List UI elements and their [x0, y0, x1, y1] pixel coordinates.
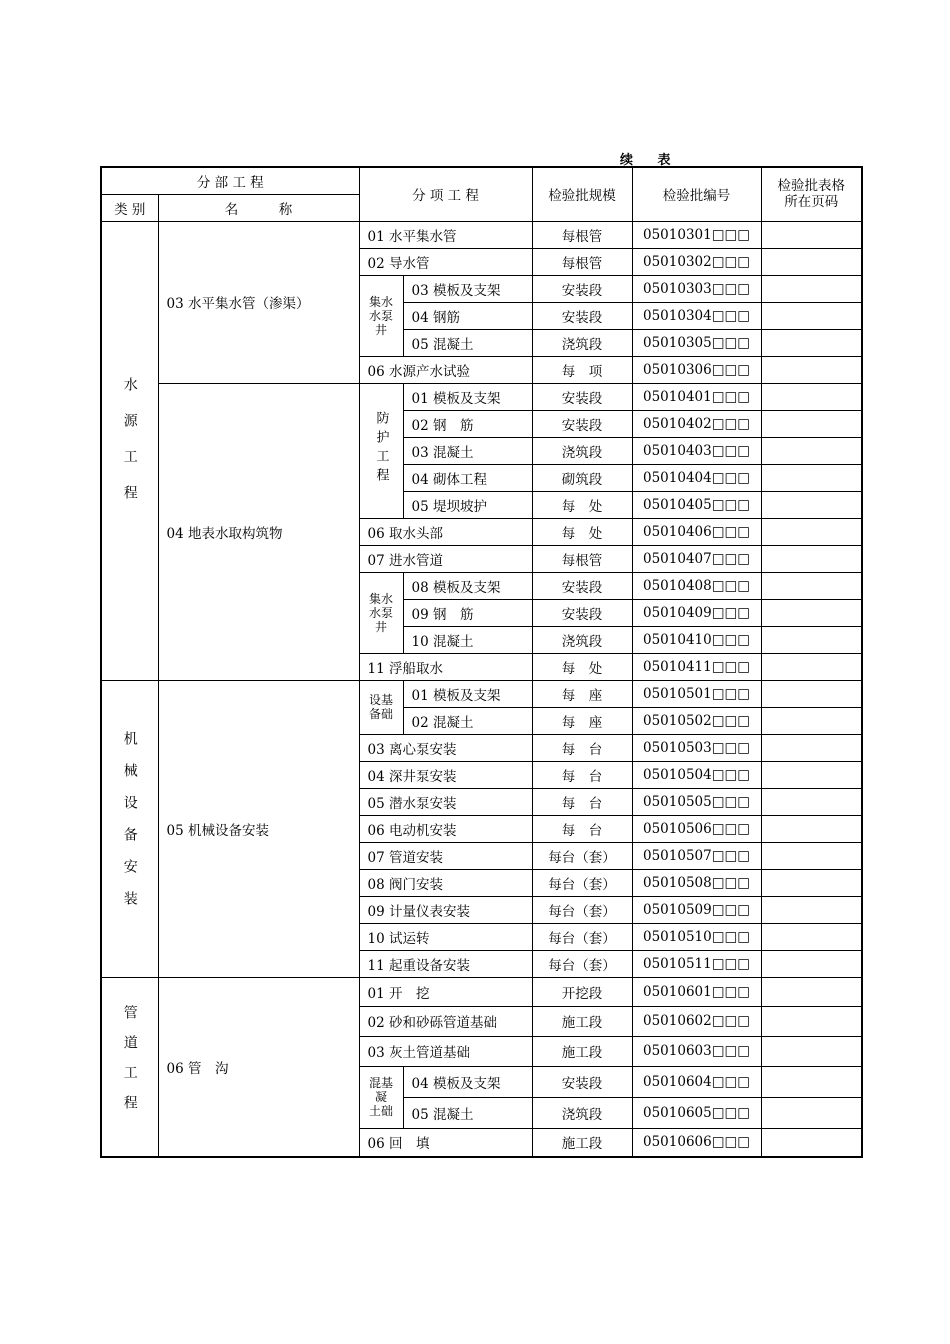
continued-title: 续 表	[620, 153, 681, 168]
code-cell: 05010403□□□	[632, 437, 761, 464]
scale-cell: 安装段	[532, 572, 632, 599]
code-cell: 05010508□□□	[632, 869, 761, 896]
name-03: 03 水平集水管（渗渠）	[158, 221, 359, 383]
header-page-line1: 检验批表格	[777, 178, 845, 195]
item-row: 05 潜水泵安装	[359, 788, 532, 815]
item-row: 03 灰土管道基础	[359, 1036, 532, 1066]
page-cell	[761, 950, 862, 977]
code-cell: 05010506□□□	[632, 815, 761, 842]
scale-cell: 浇筑段	[532, 1097, 632, 1128]
code-cell: 05010604□□□	[632, 1066, 761, 1097]
item-row: 09 计量仪表安装	[359, 896, 532, 923]
page-cell	[761, 599, 862, 626]
category-water-source-text: 水源工程	[121, 376, 138, 521]
scale-cell: 每 台	[532, 815, 632, 842]
scale-cell: 开挖段	[532, 977, 632, 1006]
item-row: 08 模板及支架	[403, 572, 532, 599]
page-cell	[761, 275, 862, 302]
code-cell: 05010401□□□	[632, 383, 761, 410]
code-cell: 05010605□□□	[632, 1097, 761, 1128]
code-cell: 05010303□□□	[632, 275, 761, 302]
code-cell: 05010301□□□	[632, 221, 761, 248]
page-cell	[761, 545, 862, 572]
page-cell	[761, 410, 862, 437]
page-cell	[761, 572, 862, 599]
category-mech-text: 机械设备安装	[121, 730, 138, 923]
page-cell	[761, 842, 862, 869]
item-row: 03 模板及支架	[403, 275, 532, 302]
code-cell: 05010304□□□	[632, 302, 761, 329]
code-cell: 05010501□□□	[632, 680, 761, 707]
code-cell: 05010602□□□	[632, 1006, 761, 1036]
item-row: 07 管道安装	[359, 842, 532, 869]
category-mech	[101, 680, 158, 977]
scale-cell: 每 台	[532, 761, 632, 788]
page-cell	[761, 869, 862, 896]
item-row: 01 水平集水管	[359, 221, 532, 248]
page-cell	[761, 437, 862, 464]
scale-cell: 每根管	[532, 545, 632, 572]
header-scale: 检验批规模	[532, 167, 632, 221]
item-row: 05 混凝土	[403, 329, 532, 356]
item-row: 11 浮船取水	[359, 653, 532, 680]
item-row: 02 混凝土	[403, 707, 532, 734]
item-row: 02 钢 筋	[403, 410, 532, 437]
item-row: 03 离心泵安装	[359, 734, 532, 761]
scale-cell: 浇筑段	[532, 437, 632, 464]
header-item: 分 项 工 程	[359, 167, 532, 221]
name-06: 06 管 沟	[158, 977, 359, 1157]
scale-cell: 每 处	[532, 491, 632, 518]
item-row: 01 模板及支架	[403, 383, 532, 410]
scale-cell: 每 座	[532, 680, 632, 707]
scale-cell: 施工段	[532, 1006, 632, 1036]
page-cell	[761, 383, 862, 410]
page-cell	[761, 626, 862, 653]
code-cell: 05010405□□□	[632, 491, 761, 518]
scale-cell: 每 台	[532, 734, 632, 761]
code-cell: 05010510□□□	[632, 923, 761, 950]
item-row: 11 起重设备安装	[359, 950, 532, 977]
item-row: 10 试运转	[359, 923, 532, 950]
group-protection	[359, 383, 403, 518]
inspection-batch-table	[100, 166, 863, 1158]
page-cell	[761, 923, 862, 950]
group-collector-pump-well: 集水 水泵 井	[359, 275, 403, 356]
scale-cell: 施工段	[532, 1128, 632, 1157]
code-cell: 05010407□□□	[632, 545, 761, 572]
header-category: 类 别	[101, 194, 158, 221]
header-number: 检验批编号	[632, 167, 761, 221]
page-cell	[761, 815, 862, 842]
item-row: 05 混凝土	[403, 1097, 532, 1128]
scale-cell: 每 台	[532, 788, 632, 815]
item-row: 09 钢 筋	[403, 599, 532, 626]
scale-cell: 安装段	[532, 275, 632, 302]
item-row: 10 混凝土	[403, 626, 532, 653]
item-row: 06 水源产水试验	[359, 356, 532, 383]
page-cell	[761, 788, 862, 815]
page-cell	[761, 356, 862, 383]
header-page-line2: 所在页码	[784, 194, 839, 211]
scale-cell: 每 座	[532, 707, 632, 734]
code-cell: 05010606□□□	[632, 1128, 761, 1157]
scale-cell: 浇筑段	[532, 329, 632, 356]
scale-cell: 每台（套）	[532, 869, 632, 896]
code-cell: 05010408□□□	[632, 572, 761, 599]
name-04: 04 地表水取构筑物	[158, 383, 359, 680]
code-cell: 05010409□□□	[632, 599, 761, 626]
scale-cell: 安装段	[532, 599, 632, 626]
scale-cell: 安装段	[532, 383, 632, 410]
item-row: 07 进水管道	[359, 545, 532, 572]
scale-cell: 浇筑段	[532, 626, 632, 653]
scale-cell: 安装段	[532, 302, 632, 329]
page-cell	[761, 680, 862, 707]
item-row: 06 取水头部	[359, 518, 532, 545]
code-cell: 05010404□□□	[632, 464, 761, 491]
scale-cell: 砌筑段	[532, 464, 632, 491]
item-row: 01 模板及支架	[403, 680, 532, 707]
scale-cell: 安装段	[532, 410, 632, 437]
code-cell: 05010410□□□	[632, 626, 761, 653]
code-cell: 05010511□□□	[632, 950, 761, 977]
page-cell	[761, 221, 862, 248]
item-row: 08 阀门安装	[359, 869, 532, 896]
code-cell: 05010306□□□	[632, 356, 761, 383]
scale-cell: 每根管	[532, 248, 632, 275]
scale-cell: 每台（套）	[532, 842, 632, 869]
item-row: 03 混凝土	[403, 437, 532, 464]
scale-cell: 每根管	[532, 221, 632, 248]
item-row: 04 深井泵安装	[359, 761, 532, 788]
code-cell: 05010406□□□	[632, 518, 761, 545]
code-cell: 05010302□□□	[632, 248, 761, 275]
code-cell: 05010504□□□	[632, 761, 761, 788]
item-row: 04 砌体工程	[403, 464, 532, 491]
header-part: 分 部 工 程	[101, 167, 359, 194]
page-cell	[761, 1036, 862, 1066]
page-cell	[761, 1097, 862, 1128]
item-row: 05 堤坝坡护	[403, 491, 532, 518]
code-cell: 05010502□□□	[632, 707, 761, 734]
item-row: 01 开 挖	[359, 977, 532, 1006]
category-pipe	[101, 977, 158, 1157]
scale-cell: 安装段	[532, 1066, 632, 1097]
page-cell	[761, 518, 862, 545]
page-cell	[761, 1128, 862, 1157]
page-cell	[761, 491, 862, 518]
page-cell	[761, 464, 862, 491]
code-cell: 05010603□□□	[632, 1036, 761, 1066]
group-concrete-foundation: 混基 凝 土础	[359, 1066, 403, 1128]
item-row: 04 模板及支架	[403, 1066, 532, 1097]
category-water-source	[101, 221, 158, 680]
group-collector-pump-well-2: 集水 水泵 井	[359, 572, 403, 653]
code-cell: 05010305□□□	[632, 329, 761, 356]
scale-cell: 每台（套）	[532, 950, 632, 977]
code-cell: 05010509□□□	[632, 896, 761, 923]
page-cell	[761, 248, 862, 275]
code-cell: 05010503□□□	[632, 734, 761, 761]
scale-cell: 每 项	[532, 356, 632, 383]
item-row: 02 砂和砂砾管道基础	[359, 1006, 532, 1036]
page-cell	[761, 1066, 862, 1097]
code-cell: 05010601□□□	[632, 977, 761, 1006]
item-row: 02 导水管	[359, 248, 532, 275]
item-row: 06 电动机安装	[359, 815, 532, 842]
group-equipment-foundation: 设基 备础	[359, 680, 403, 734]
header-name: 名 称	[158, 194, 359, 221]
header-page	[761, 167, 862, 221]
item-row: 06 回 填	[359, 1128, 532, 1157]
code-cell: 05010402□□□	[632, 410, 761, 437]
code-cell: 05010411□□□	[632, 653, 761, 680]
scale-cell: 施工段	[532, 1036, 632, 1066]
scale-cell: 每台（套）	[532, 923, 632, 950]
page-cell	[761, 761, 862, 788]
page-cell	[761, 734, 862, 761]
scale-cell: 每 处	[532, 518, 632, 545]
page-cell	[761, 896, 862, 923]
name-05: 05 机械设备安装	[158, 680, 359, 977]
page-cell	[761, 707, 862, 734]
page-cell	[761, 977, 862, 1006]
item-row: 04 钢筋	[403, 302, 532, 329]
scale-cell: 每台（套）	[532, 896, 632, 923]
page-cell	[761, 1006, 862, 1036]
page-cell	[761, 302, 862, 329]
page-cell	[761, 329, 862, 356]
page-cell	[761, 653, 862, 680]
category-pipe-text: 管道工程	[121, 1004, 138, 1125]
group-protection-text: 防护工程	[373, 410, 389, 487]
code-cell: 05010505□□□	[632, 788, 761, 815]
code-cell: 05010507□□□	[632, 842, 761, 869]
scale-cell: 每 处	[532, 653, 632, 680]
